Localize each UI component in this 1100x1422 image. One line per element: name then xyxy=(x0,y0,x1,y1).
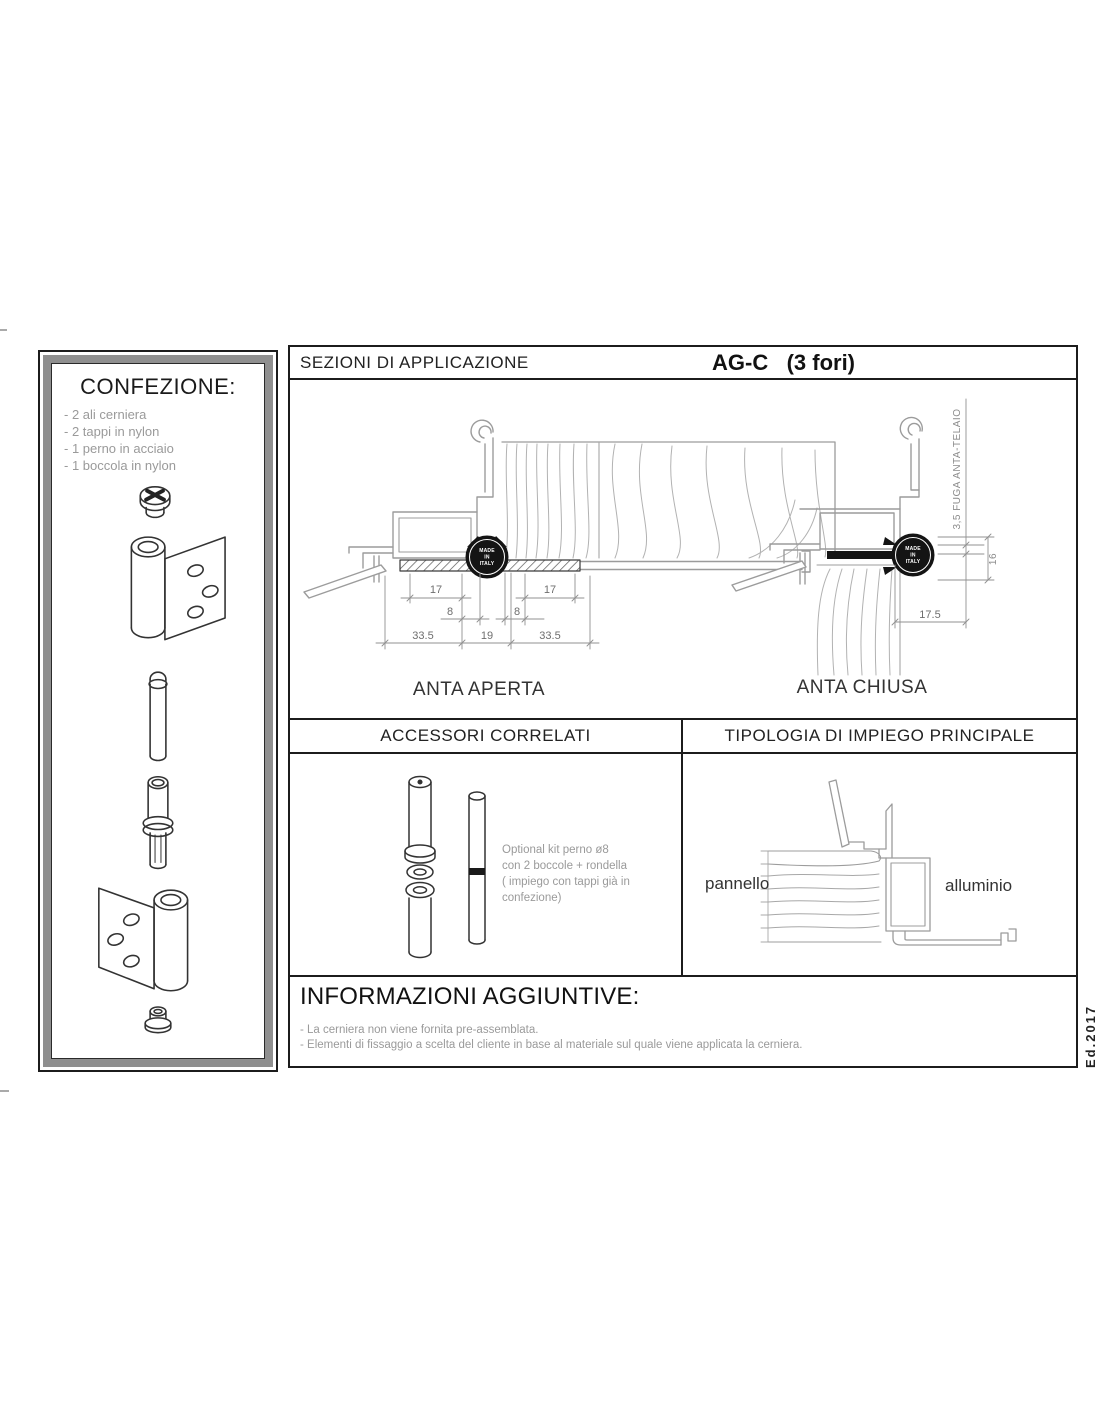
dim-33-5-right: 33.5 xyxy=(539,630,561,642)
chiusa-hinge-plate xyxy=(827,551,895,559)
lower-hinge-wing-drawing xyxy=(99,888,188,991)
dim-16: 16 xyxy=(988,552,999,566)
dim-fuga: 3,5 FUGA ANTA-TELAIO xyxy=(952,408,963,530)
confezione-list xyxy=(64,406,176,474)
edition-label: Ed.2017 xyxy=(1083,1004,1098,1068)
accessori-header xyxy=(288,718,683,754)
tipologia-blade-profile xyxy=(829,780,849,847)
bottom-cap-drawing xyxy=(145,1007,171,1033)
informazioni-bullet: - Elementi di fissaggio a scelta del cliente in base al materiale sul quale viene applicata la cerniera. xyxy=(300,1039,803,1051)
alluminio-label: alluminio xyxy=(945,876,1013,895)
tipologia-title: TIPOLOGIA DI IMPIEGO PRINCIPALE xyxy=(724,726,1035,745)
aperta-hinge-knuckle xyxy=(466,536,508,578)
tipologia-step-profile xyxy=(849,804,892,858)
confezione-item: - 1 boccola in nylon xyxy=(64,458,177,473)
dim-19: 19 xyxy=(480,630,494,642)
hinge-logo-line: IN xyxy=(910,552,916,559)
tipologia-aluminium-box xyxy=(879,849,930,931)
tipologia-header xyxy=(681,718,1078,754)
steel-pin-drawing xyxy=(149,672,167,760)
confezione-item: - 1 perno in acciaio xyxy=(64,441,174,456)
dim-17-left: 17 xyxy=(429,584,443,596)
hinge-logo-line: ITALY xyxy=(479,561,495,567)
tipologia-drawing xyxy=(683,754,1080,977)
informazioni-bullet: - La cerniera non viene fornita pre-assemblata. xyxy=(300,1024,539,1036)
top-cap-drawing xyxy=(140,487,170,518)
hinge-logo-line: MADE xyxy=(479,548,495,554)
accessori-title: ACCESSORI CORRELATI xyxy=(380,726,591,745)
dim-8-right: 8 xyxy=(513,606,521,618)
dim-33-5-left: 33.5 xyxy=(412,630,434,642)
informazioni-box xyxy=(288,975,1078,1068)
hinge-logo-line: IN xyxy=(484,554,490,561)
confezione-panel xyxy=(38,350,278,1072)
slim-pin-drawing xyxy=(469,792,485,944)
anta-chiusa-label: ANTA CHIUSA xyxy=(796,677,928,698)
tipologia-content xyxy=(681,752,1078,977)
product-code xyxy=(712,350,855,376)
anta-chiusa-drawing xyxy=(722,397,1022,702)
chiusa-wood-panel xyxy=(817,565,900,675)
chiusa-dimensions xyxy=(892,399,994,628)
product-code-text: AG-C xyxy=(712,350,769,375)
tipologia-wood-panel xyxy=(761,851,881,942)
informazioni-title: INFORMAZIONI AGGIUNTIVE: xyxy=(300,983,640,1010)
crop-mark-top xyxy=(0,329,7,331)
chiusa-dimension-labels xyxy=(919,409,999,621)
hinge-logo-line: MADE xyxy=(905,546,921,552)
pin-with-washers-drawing xyxy=(405,777,435,958)
dim-17-5: 17.5 xyxy=(919,609,941,621)
anta-aperta-label: ANTA APERTA xyxy=(412,679,546,700)
accessori-content xyxy=(288,752,683,977)
sezioni-title: SEZIONI DI APPLICAZIONE xyxy=(300,352,529,372)
pannello-label: pannello xyxy=(705,874,770,893)
informazioni-bullets xyxy=(300,1023,1066,1053)
exploded-hinge-drawing xyxy=(59,474,257,1044)
nylon-bushing-drawing xyxy=(143,777,173,869)
aperta-dimension-labels xyxy=(412,584,560,642)
confezione-item: - 2 ali cerniera xyxy=(64,407,147,422)
dim-17-right: 17 xyxy=(543,584,557,596)
note-line: con 2 boccole + rondella xyxy=(502,860,627,872)
dim-8-left: 8 xyxy=(446,606,454,618)
sezioni-content xyxy=(288,378,1078,720)
confezione-item: - 2 tappi in nylon xyxy=(64,424,160,439)
accessori-note xyxy=(502,842,680,906)
upper-hinge-wing-drawing xyxy=(131,537,225,640)
confezione-title: CONFEZIONE: xyxy=(80,374,236,399)
note-line: Optional kit perno ø8 xyxy=(502,844,609,856)
crop-mark-bottom xyxy=(0,1090,9,1092)
product-variant-text: (3 fori) xyxy=(786,350,856,375)
note-line: ( impiego con tappi già in confezione) xyxy=(502,876,630,904)
sezioni-header xyxy=(288,345,1078,380)
hinge-logo-line: ITALY xyxy=(905,559,921,565)
